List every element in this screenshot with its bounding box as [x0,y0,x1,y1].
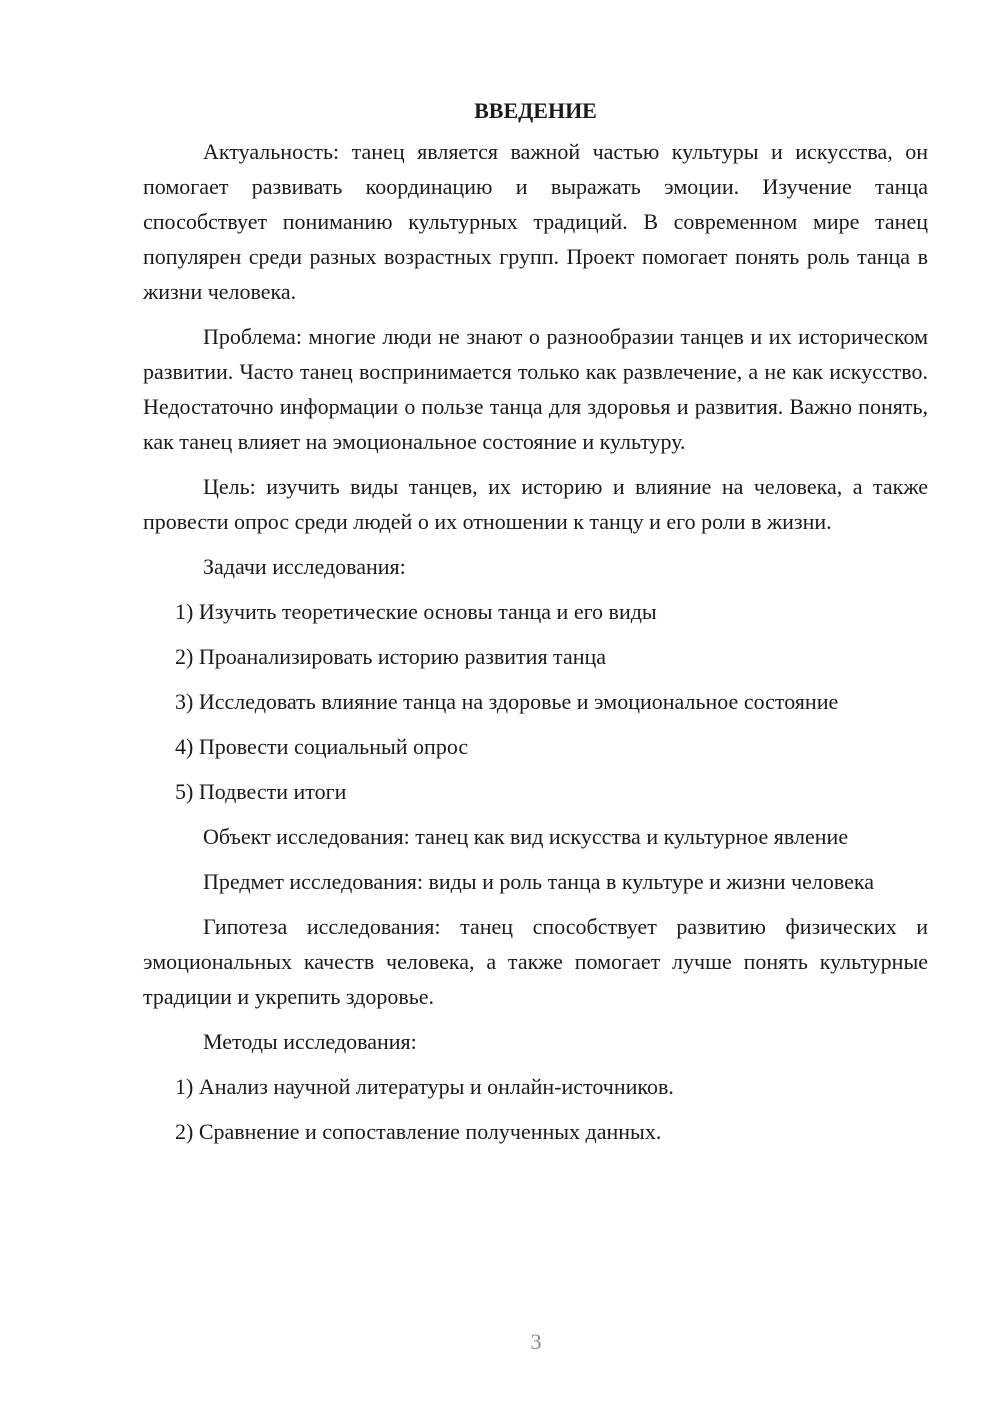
task-item: 1) Изучить теоретические основы танца и его виды [175,599,657,624]
task-item: 2) Проанализировать историю развития танца [175,644,607,669]
subject-paragraph: Предмет исследования: виды и роль танца в культуре и жизни человека [203,869,875,894]
object-paragraph: Объект исследования: танец как вид искусства и культурное явление [203,824,849,849]
page-content [143,93,928,1159]
page-number: 3 [530,1329,542,1354]
method-item: 2) Сравнение и сопоставление полученных данных. [175,1119,662,1144]
relevance-paragraph: Актуальность: танец является важной частью культуры и искусства, он помогает развивать координацию и выражать эмоции. Изучение танца способствует пониманию культурных традиций. В современном мире танец популярен среди разных возрастных групп. Проект помогает понять роль танца в жизни человека. [143,139,928,304]
methods-heading: Методы исследования: [203,1029,417,1054]
goal-paragraph: Цель: изучить виды танцев, их историю и влияние на человека, а также провести опрос среди людей о их отношении к танцу и его роли в жизни. [143,474,928,534]
tasks-heading: Задачи исследования: [203,554,406,579]
hypothesis-paragraph: Гипотеза исследования: танец способствует развитию физических и эмоциональных качеств человека, а также помогает лучше понять культурные традиции и укрепить здоровье. [143,914,928,1009]
task-item: 5) Подвести итоги [175,779,347,804]
task-item: 3) Исследовать влияние танца на здоровье и эмоциональное состояние [175,689,839,714]
problem-paragraph: Проблема: многие люди не знают о разнообразии танцев и их историческом развитии. Часто танец воспринимается только как развлечение, а не как искусство. Недостаточно информации о пользе танца для здоровья и развития. Важно понять, как танец влияет на эмоциональное состояние и культуру. [143,324,928,454]
method-item: 1) Анализ научной литературы и онлайн-источников. [175,1074,674,1099]
page-title: ВВЕДЕНИЕ [474,98,597,123]
task-item: 4) Провести социальный опрос [175,734,469,759]
